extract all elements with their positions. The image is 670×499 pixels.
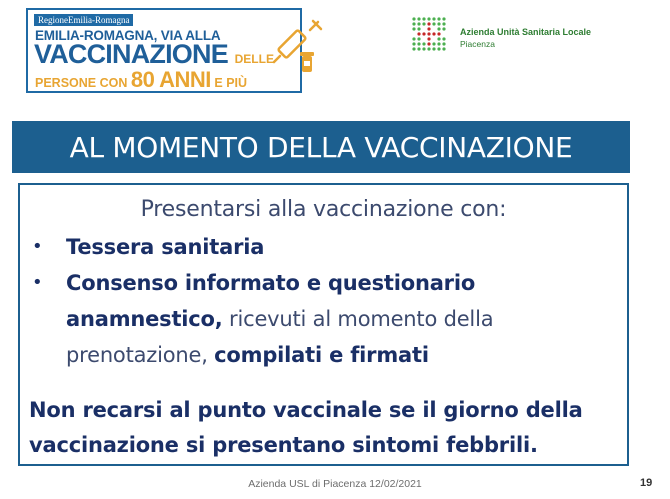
bullet-icon: •: [32, 236, 43, 257]
campaign-banner: [26, 8, 302, 93]
banner-line-3-suffix: E PIÙ: [210, 76, 248, 90]
item-bold-2: compilati e firmati: [214, 343, 429, 367]
content-box: [18, 183, 629, 466]
intro-text: Presentarsi alla vaccinazione con:: [140, 197, 507, 222]
ausl-name: Azienda Unità Sanitaria Locale: [460, 27, 592, 37]
banner-delle: DELLE: [234, 52, 274, 66]
banner-line-3-prefix: PERSONE CON: [35, 76, 131, 90]
list-item: [28, 229, 618, 265]
page-number: 19: [640, 477, 653, 489]
banner-80-anni: 80 ANNI: [130, 67, 211, 92]
bullet-icon: •: [32, 272, 43, 293]
bullet-list: [28, 229, 618, 373]
footer-text: Azienda USL di Piacenza 12/02/2021: [248, 478, 422, 490]
item-bold: Tessera sanitaria: [66, 235, 265, 259]
region-logo-label: RegioneEmilia-Romagna: [34, 14, 133, 26]
syringe-vial-icon: [266, 16, 326, 76]
banner-vaccinazione: VACCINAZIONE: [34, 39, 228, 69]
banner-line-1: EMILIA-ROMAGNA, VIA ALLA: [35, 28, 221, 43]
item-bold: Consenso informato e questionario anamnestico,: [66, 271, 476, 331]
dot-cross-logo-icon: [410, 15, 450, 55]
ausl-logo: [410, 15, 610, 55]
banner-line-3: [35, 68, 247, 95]
item-text: ricevuti al momento della prenotazione,: [66, 307, 494, 367]
ausl-city: Piacenza: [460, 39, 495, 49]
warning-text: Non recarsi al punto vaccinale se il giorno della vaccinazione si presentano sintomi febbrili.: [29, 398, 583, 457]
list-item: [28, 265, 618, 373]
title-bar: [12, 121, 630, 173]
slide-title: AL MOMENTO DELLA VACCINAZIONE: [69, 130, 573, 164]
